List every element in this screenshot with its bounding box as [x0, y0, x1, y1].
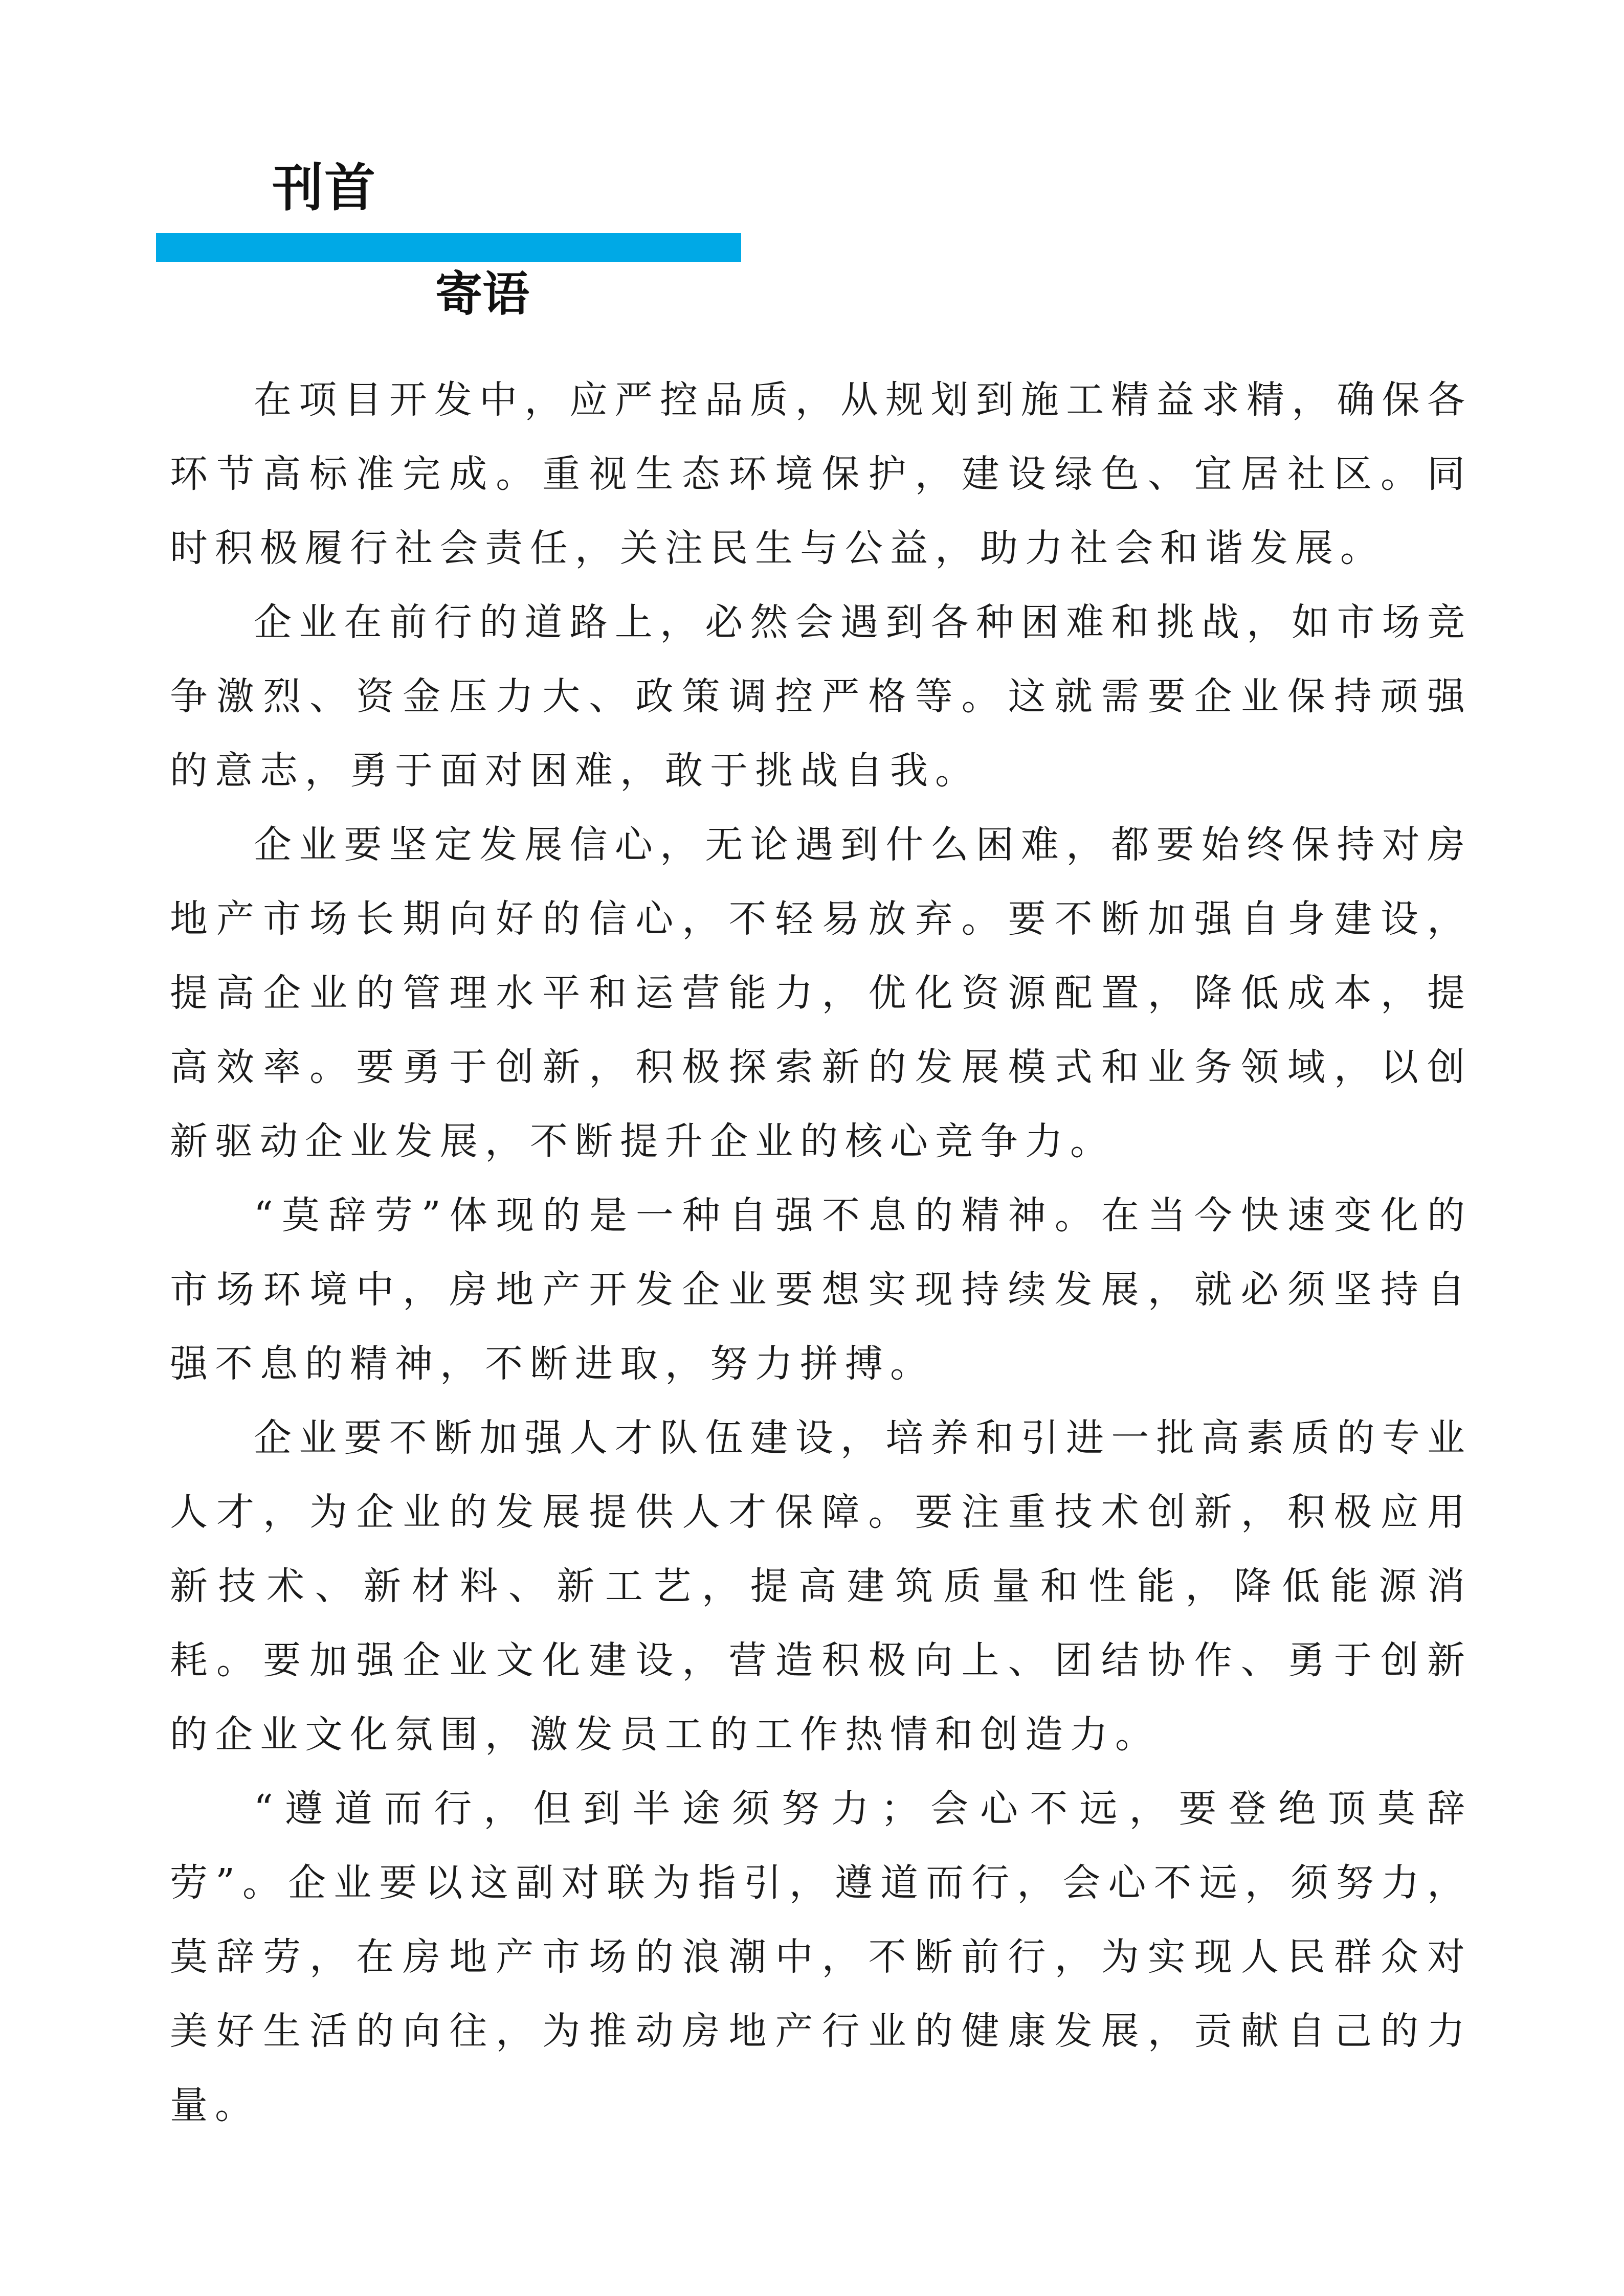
accent-bar: [156, 233, 741, 262]
section-label: 刊首: [272, 158, 376, 218]
paragraph: 企业在前行的道路上，必然会遇到各种困难和挑战，如市场竞争激烈、资金压力大、政策调控严格等。这就需要企业保持顽强的意志，勇于面对困难，敢于挑战自我。: [170, 600, 1472, 793]
paragraph: “莫辞劳”体现的是一种自强不息的精神。在当今快速变化的市场环境中，房地产开发企业要想实现持续发展，就必须坚持自强不息的精神，不断进取，努力拼搏。: [170, 1194, 1472, 1386]
paragraph: “遵道而行，但到半途须努力；会心不远，要登绝顶莫辞劳”。企业要以这副对联为指引，遵道而行，会心不远，须努力，莫辞劳，在房地产市场的浪潮中，不断前行，为实现人民群众对美好生活的向往，为推动房地产行业的健康发展，贡献自己的力量。: [170, 1787, 1472, 2127]
article-title: 寄语: [435, 267, 530, 322]
article-body: [170, 363, 1472, 2143]
paragraph: 在项目开发中，应严控品质，从规划到施工精益求精，确保各环节高标准完成。重视生态环境保护，建设绿色、宜居社区。同时积极履行社会责任，关注民生与公益，助力社会和谐发展。: [170, 378, 1472, 570]
paragraph: 企业要坚定发展信心，无论遇到什么困难，都要始终保持对房地产市场长期向好的信心，不轻易放弃。要不断加强自身建设，提高企业的管理水平和运营能力，优化资源配置，降低成本，提高效率。要勇于创新，积极探索新的发展模式和业务领域，以创新驱动企业发展，不断提升企业的核心竞争力。: [170, 823, 1472, 1163]
paragraph: 企业要不断加强人才队伍建设，培养和引进一批高素质的专业人才，为企业的发展提供人才保障。要注重技术创新，积极应用新技术、新材料、新工艺，提高建筑质量和性能，降低能源消耗。要加强企业文化建设，营造积极向上、团结协作、勇于创新的企业文化氛围，激发员工的工作热情和创造力。: [170, 1416, 1472, 1757]
